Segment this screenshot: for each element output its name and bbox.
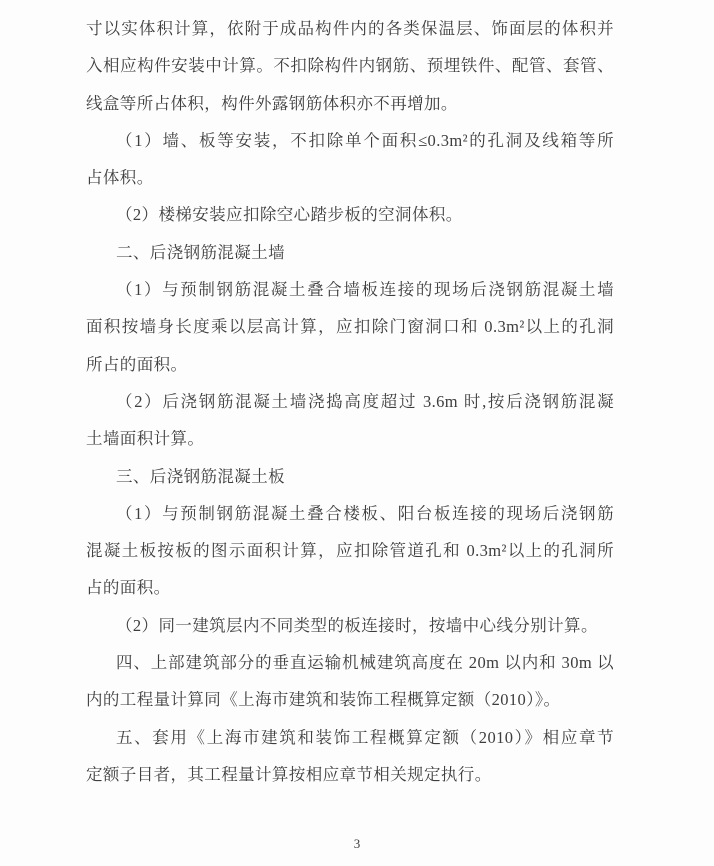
text-line: 土墙面积计算。 xyxy=(86,429,205,449)
text-line: 占体积。 xyxy=(86,168,154,188)
text-line: 混凝土板按板的图示面积计算，应扣除管道孔和 0.3m²以上的孔洞所 xyxy=(86,541,614,561)
text-line: （2）同一建筑层内不同类型的板连接时，按墙中心线分别计算。 xyxy=(116,615,598,635)
text-line: 四、上部建筑部分的垂直运输机械建筑高度在 20m 以内和 30m 以 xyxy=(116,653,614,673)
text-line: 所占的面积。 xyxy=(86,354,188,374)
text-line: （2）楼梯安装应扣除空心踏步板的空洞体积。 xyxy=(116,205,463,225)
text-line: 五、套用《上海市建筑和装饰工程概算定额（2010）》相应章节 xyxy=(116,727,614,747)
text-line: 入相应构件安装中计算。不扣除构件内钢筋、预埋铁件、配管、套管、 xyxy=(86,56,614,76)
text-line: 线盒等所占体积，构件外露钢筋体积亦不再增加。 xyxy=(86,93,458,113)
page-number: 3 xyxy=(353,836,361,851)
text-line: 寸以实体积计算，依附于成品构件内的各类保温层、饰面层的体积并 xyxy=(86,19,614,38)
text-line: （2）后浇钢筋混凝土墙浇捣高度超过 3.6m 时,按后浇钢筋混凝 xyxy=(116,391,614,411)
document-text-block xyxy=(86,10,614,793)
text-line: （1）与预制钢筋混凝土叠合楼板、阳台板连接的现场后浇钢筋 xyxy=(116,503,614,523)
text-line: （1）与预制钢筋混凝土叠合墙板连接的现场后浇钢筋混凝土墙 xyxy=(116,280,614,300)
text-line: 内的工程量计算同《上海市建筑和装饰工程概算定额（2010）》。 xyxy=(86,690,561,710)
text-line: 占的面积。 xyxy=(86,578,171,598)
text-line: 面积按墙身长度乘以层高计算，应扣除门窗洞口和 0.3m²以上的孔洞 xyxy=(86,317,614,337)
text-line: 三、后浇钢筋混凝土板 xyxy=(116,466,285,486)
text-line: （1）墙、板等安装，不扣除单个面积≤0.3m²的孔洞及线箱等所 xyxy=(116,130,614,150)
text-line: 二、后浇钢筋混凝土墙 xyxy=(116,242,285,262)
text-line: 定额子目者，其工程量计算按相应章节相关规定执行。 xyxy=(86,764,492,784)
